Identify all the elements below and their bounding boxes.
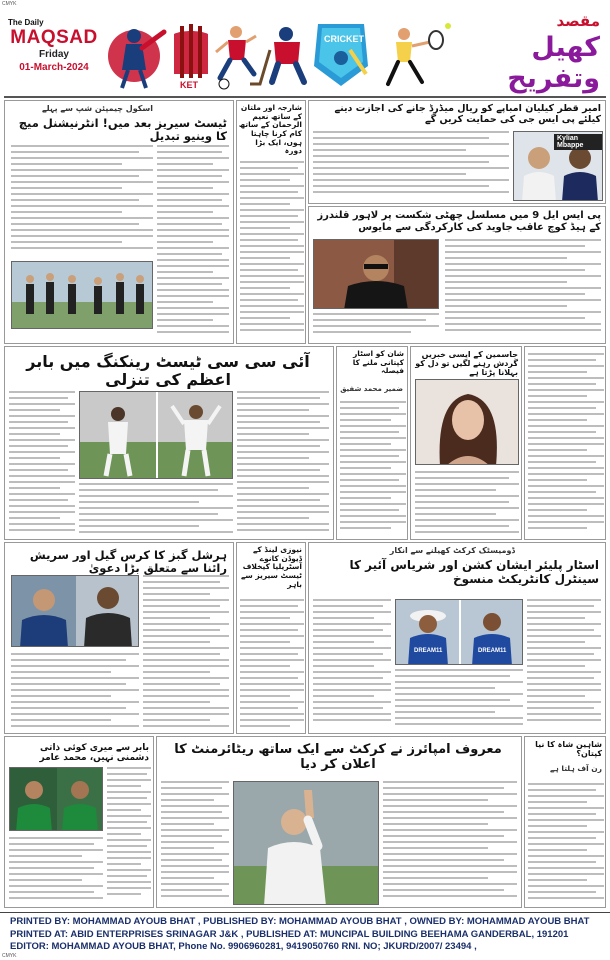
headline: ہرشل گبز کا کرس گیل اور سریش رائنا سے متعلق بڑا دعویٰ [29, 548, 227, 576]
headline: اسٹار پلیئر ایشان کشن اور شریاس آئیر کا سینٹرل کانٹریکٹ منسوخ [349, 558, 599, 586]
masthead-nameplate [8, 18, 100, 73]
brand-small: مقصد [556, 12, 600, 30]
section-title: کھیل وتفریح [507, 32, 600, 94]
story-actress-text [524, 346, 606, 540]
jersey-text-2: DREAM11 [478, 648, 507, 654]
story-body-col2 [157, 145, 229, 337]
story-ishan [308, 542, 606, 734]
story-body-left [9, 391, 75, 535]
headline: آئی سی سی ٹیسٹ رینکنگ میں بابر اعظم کی تنزلی [26, 352, 310, 390]
the-daily-label: The Daily [8, 18, 44, 27]
story-body [528, 353, 604, 537]
story-body [240, 161, 304, 341]
headline: پی ایس ایل 9 میں مسلسل چھٹی شکست پر لاہور قلندرز کے ہیڈ کوچ عاقب جاوید کی کارکردگی سے مایوس [317, 210, 601, 233]
story-body-bottom [79, 483, 233, 535]
kicker: ڈومیسٹک کرکٹ کھیلنے سے انکار [389, 546, 515, 555]
imprint-line-2: PRINTED AT: ABID ENTERPRISES SRINAGAR J&K , PUBLISHED AT: MUNCIPAL BUILDING BEEHAMA GANDERBAL, 191201 [10, 928, 569, 940]
photo-umpire [233, 781, 379, 905]
photo-coach [313, 239, 439, 309]
headline: بابر سے میری کوئی ذاتی دشمنی نہیں، محمد عامر [39, 743, 149, 764]
sports-icon-strip [104, 12, 459, 94]
cricket-logo-icon [314, 24, 368, 86]
story-body [240, 599, 304, 731]
story-test-series [4, 100, 234, 344]
story-body [340, 401, 406, 537]
story-actress [410, 346, 522, 540]
tennis-player-icon [388, 23, 451, 84]
story-body-right [237, 391, 329, 535]
ice-hockey-player-icon [250, 27, 304, 84]
cricket-stumps-icon [174, 24, 208, 90]
subhead: رن آف ہلتا ہے [550, 764, 602, 773]
story-mbappe [308, 100, 606, 204]
story-body [528, 783, 604, 905]
kicker: اسکول چیمپئن شپ سے پہلے [41, 104, 153, 113]
photo-gibbs [11, 575, 139, 647]
byline: ضمیر محمد شفیق [340, 385, 403, 393]
story-body-bottom [313, 313, 439, 341]
story-nz [236, 542, 306, 734]
imprint-line-3: EDITOR: MOHAMMAD AYOUB BHAT, Phone No. 9906960281, 9419050760 RNI. NO; JKURD/2007/ 23494 , [10, 941, 477, 952]
photo-aamir [9, 767, 103, 831]
headline: معروف امپائرز نے کرکٹ سے ایک ساتھ ریٹائرمنٹ کا اعلان کر دیا [174, 742, 502, 772]
masthead [4, 12, 606, 94]
photo-venue [11, 261, 153, 329]
story-babar [4, 346, 334, 540]
football-player-icon [216, 26, 256, 89]
story-herschelle [4, 542, 234, 734]
headline: ٹیسٹ سیریز بعد میں! انٹرنیشنل میچ کا وینیو تبدیل [18, 116, 227, 144]
photo-test-match [79, 391, 233, 479]
story-sharjah [236, 100, 306, 344]
story-body-bottom [395, 669, 523, 729]
story-psl [308, 206, 606, 344]
masthead-rule [4, 96, 606, 98]
headline: جاسمین کے ایسی خبریں گردش رہنے لگیں تو دل کو بہلانا پڑتا ہے [415, 350, 518, 378]
imprint-line-1: PRINTED BY: MOHAMMAD AYOUB BHAT , PUBLISHED BY: MOHAMMAD AYOUB BHAT , OWNED BY: MOHAMMAD AYOUB BHAT [10, 916, 590, 927]
photo-mbappe [513, 131, 603, 201]
registration-mark-bottom: CMYK [2, 953, 17, 959]
weekday: Friday [38, 49, 69, 60]
story-body-bottom [9, 837, 103, 905]
story-umpire [156, 736, 522, 908]
story-body-right [383, 781, 517, 905]
headline: امیر قطر کیلیان امباپے کو ریال میڈرڈ جانے کی اجازت دینے کیلئے پی ایس جی کی حمایت کریں گے [334, 103, 601, 125]
logo-word: CRICKET [324, 34, 364, 44]
story-body-left [313, 599, 391, 729]
story-body [445, 239, 601, 339]
photo-actress [415, 379, 519, 465]
issue-date: 01-March-2024 [19, 62, 89, 73]
cricket-player-icon [108, 29, 164, 88]
story-body-right [107, 767, 151, 905]
story-body-right [527, 599, 601, 729]
imprint-footer [0, 912, 610, 954]
story-body [313, 131, 509, 201]
story-shan [336, 346, 408, 540]
headline: شارجہ اور ملتان کے ساتھ نعیم الرحمان کے ساتھ کام کرنا چاہتا ہوں، ایک بڑا دورہ [238, 103, 302, 156]
headline: نیوزی لینڈ کے ڈیوڈن کانوے آسٹریلیا کیخلاف ٹیسٹ سیریز سے باہر [240, 545, 302, 589]
story-body-left [161, 781, 229, 905]
story-body [11, 145, 153, 255]
photo-caption: Kylian Mbappe [554, 134, 602, 150]
headline: شاہین شاہ کا نیا کپتان؟ [535, 740, 602, 759]
story-aamir [4, 736, 154, 908]
story-body-bottom [11, 653, 139, 731]
registration-mark: CMYK [2, 1, 17, 7]
photo-players [395, 599, 523, 665]
section-brand [460, 12, 600, 94]
jersey-text: DREAM11 [414, 648, 443, 654]
paper-name: MAQSAD [10, 27, 98, 48]
svg-text:KET: KET [180, 80, 198, 90]
story-body [415, 471, 519, 537]
headline: شان کو اسٹار کپتانی ملنے کا فیصلہ [352, 349, 404, 376]
story-body-right [143, 575, 229, 731]
story-shaheen [524, 736, 606, 908]
